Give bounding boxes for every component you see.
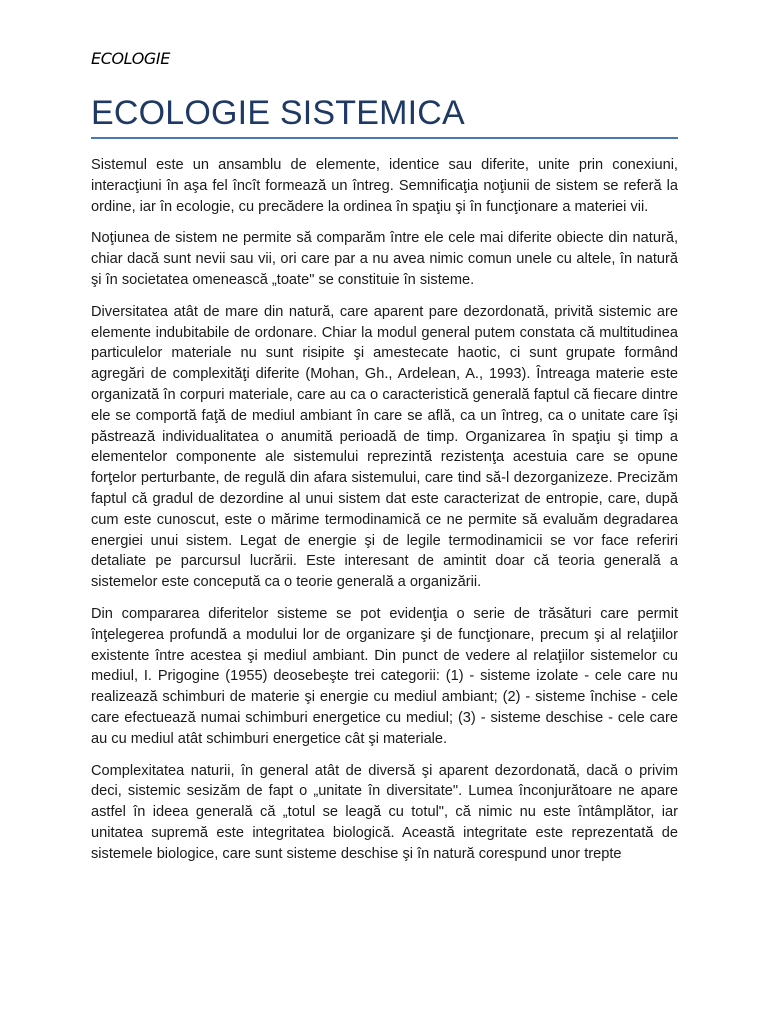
page-title: ECOLOGIE SISTEMICA [91, 94, 465, 132]
paragraph: Sistemul este un ansamblu de elemente, identice sau diferite, unite prin conexiuni, interacţiuni în aşa fel încît formează un întreg. Semnificaţia noţiunii de sistem se referă la ordine, iar în ecologie, cu precădere la ordinea în spaţiu şi în funcţionare a materiei vii. [91, 157, 678, 215]
paragraph: Din compararea diferitelor sisteme se pot evidenţia o serie de trăsături care permit înţelegerea profundă a modului lor de organizare şi de funcţionare, precum şi al relaţiilor existente între acestea şi mediul ambiant. Din punct de vedere al relaţiilor sistemelor cu mediul, I. Prigogine (1955) deosebeşte trei categorii: (1) - sisteme izolate - cele care nu realizează schimburi de materie şi energie cu mediul ambiant; (2) - sisteme închise - cele care efectuează numai schimburi energetice cu mediul; (3) - sisteme deschise - cele care au cu mediul atât schimburi energetice cât şi materiale. [91, 605, 678, 747]
title-underline [91, 137, 678, 139]
paragraph: Complexitatea naturii, în general atât de diversă şi aparent dezordonată, dacă o privim deci, sistemic sesizăm de fapt o „unitate în diversitate". Lumea înconjurătoare ne apare astfel în ideea generală că „totul se leagă cu totul", că nimic nu este întâmplător, iar unitatea supremă este integritatea biologică. Această integritate este reprezentată de sistemele biologice, care sunt sisteme deschise şi în natură corespund unor trepte [91, 762, 678, 862]
document-body [91, 155, 678, 876]
running-header: ECOLOGIE [91, 49, 170, 68]
paragraph: Diversitatea atât de mare din natură, care aparent pare dezordonată, privită sistemic are elemente indubitabile de ordonare. Chiar la modul general putem constata că multitudinea particulelor materiale nu sunt risipite şi amestecate haotic, ci sunt grupate formând agregări de complexităţi diferite (Mohan, Gh., Ardelean, A., 1993). Întreaga materie este organizată în corpuri materiale, care au ca o caracteristică generală faptul că fiecare dintre ele se comportă faţă de mediul ambiant în care se află, ca un întreg, ca o unitate care îşi păstrează individualitatea o anumită perioadă de timp. Organizarea în spaţiu şi timp a elementelor componente ale sistemului reprezintă rezistenţa acestuia care se opune forţelor perturbante, de regulă din afara sistemului, care tind să-l dezorganizeze. Precizăm faptul că gradul de dezordine al unui sistem dat este caracterizat de entropie, care, după cum este cunoscut, este o mărime termodinamică ce ne permite să evaluăm degradarea energiei unui sistem. Legat de energie şi de legile termodinamicii se vor face referiri detaliate pe parcursul lucrării. Este interesant de amintit doar că teoria generală a sistemelor este concepută ca o teorie generală a organizării. [91, 303, 678, 591]
document-page [91, 0, 678, 1024]
paragraph: Noţiunea de sistem ne permite să comparăm între ele cele mai diferite obiecte din natură, chiar dacă sunt nevii sau vii, ori care par a nu avea nimic comun unele cu altele, în natură şi în societatea omenească „toate" se constituie în sisteme. [91, 230, 678, 288]
